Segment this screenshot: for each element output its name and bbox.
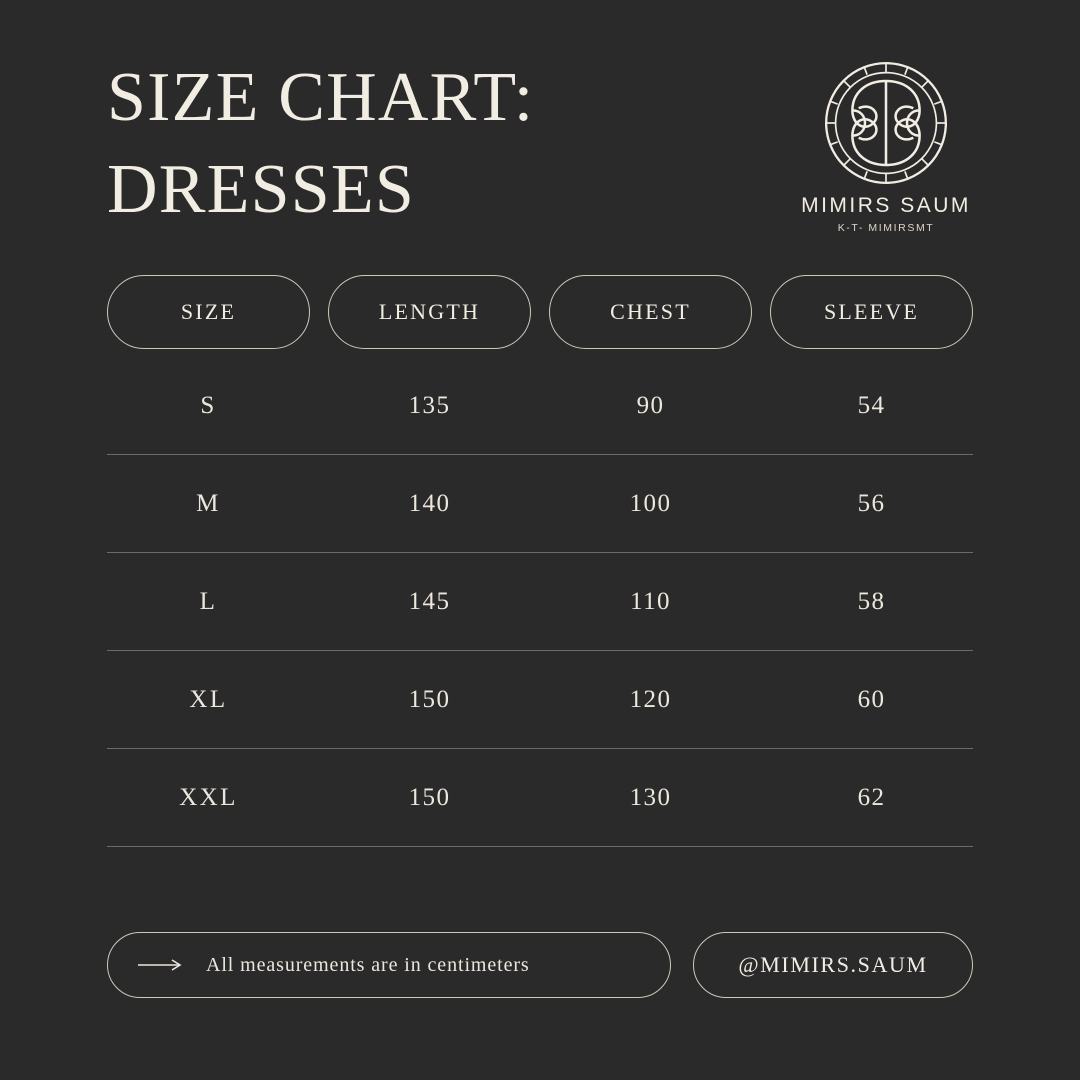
cell-length: 145 bbox=[408, 587, 451, 615]
page-title bbox=[107, 52, 747, 236]
cell-sleeve: 60 bbox=[857, 685, 886, 713]
brand-tagline: K-T- MIMIRSMT bbox=[837, 222, 935, 234]
table-header-row bbox=[107, 275, 973, 349]
cell-length: 140 bbox=[408, 489, 451, 517]
column-header-sleeve: SLEEVE bbox=[770, 275, 973, 349]
size-chart-table bbox=[107, 275, 973, 847]
poster-footer bbox=[107, 932, 973, 998]
cell-size: M bbox=[196, 489, 221, 517]
cell-size: S bbox=[200, 391, 217, 419]
cell-chest: 100 bbox=[629, 489, 672, 517]
table-body bbox=[107, 357, 973, 847]
social-handle: @MIMIRS.SAUM bbox=[693, 932, 973, 998]
cell-sleeve: 62 bbox=[857, 783, 886, 811]
cell-chest: 120 bbox=[629, 685, 672, 713]
poster-header bbox=[0, 0, 1080, 250]
cell-chest: 90 bbox=[636, 391, 665, 419]
cell-length: 150 bbox=[408, 783, 451, 811]
cell-chest: 130 bbox=[629, 783, 672, 811]
cell-size: XL bbox=[189, 685, 228, 713]
cell-sleeve: 54 bbox=[857, 391, 886, 419]
cell-size: L bbox=[199, 587, 218, 615]
table-row bbox=[107, 553, 973, 651]
celtic-knot-logo-icon bbox=[823, 60, 949, 186]
cell-chest: 110 bbox=[630, 587, 671, 615]
title-line-1: SIZE CHART: bbox=[107, 59, 535, 136]
cell-length: 150 bbox=[408, 685, 451, 713]
cell-sleeve: 58 bbox=[857, 587, 886, 615]
table-row bbox=[107, 455, 973, 553]
brand-logo bbox=[798, 60, 974, 236]
measurement-note-label: All measurements are in centimeters bbox=[206, 953, 530, 976]
cell-length: 135 bbox=[408, 391, 451, 419]
table-row bbox=[107, 357, 973, 455]
brand-name: MIMIRS SAUM bbox=[801, 194, 971, 217]
table-row bbox=[107, 651, 973, 749]
cell-size: XXL bbox=[179, 783, 238, 811]
column-header-length: LENGTH bbox=[328, 275, 531, 349]
table-row bbox=[107, 749, 973, 847]
title-line-2: DRESSES bbox=[107, 151, 415, 228]
column-header-size: SIZE bbox=[107, 275, 310, 349]
right-arrow-icon bbox=[138, 958, 184, 972]
measurement-note bbox=[107, 932, 671, 998]
column-header-chest: CHEST bbox=[549, 275, 752, 349]
cell-sleeve: 56 bbox=[857, 489, 886, 517]
